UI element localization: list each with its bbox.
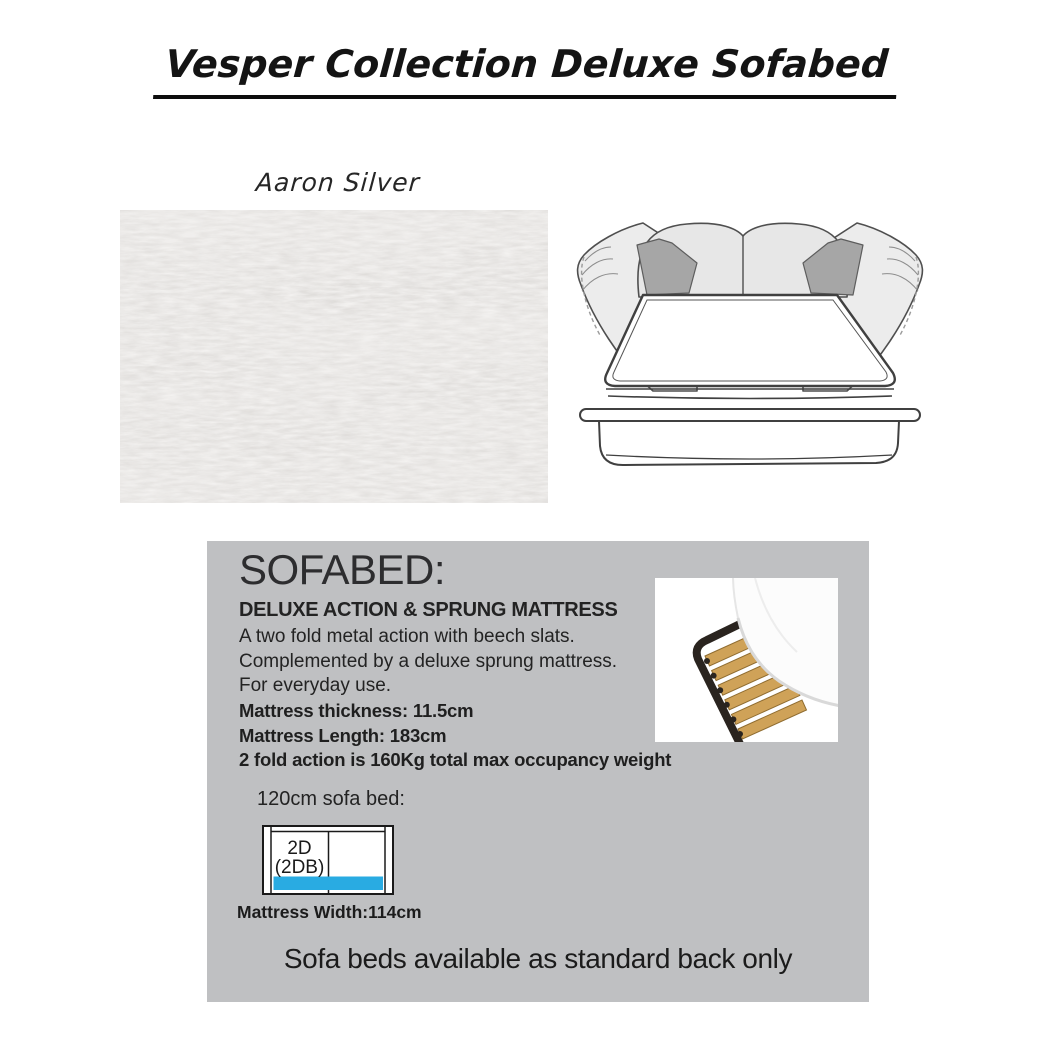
mattress-width-label: Mattress Width:114cm xyxy=(237,902,422,922)
info-panel xyxy=(207,541,869,1002)
mechanism-image xyxy=(655,578,838,742)
mattress-width-bar xyxy=(274,877,384,891)
description-line: Complemented by a deluxe sprung mattress. xyxy=(239,650,618,672)
spec-line: Mattress Length: 183cm xyxy=(239,724,447,746)
footer-note: Sofa beds available as standard back only xyxy=(283,943,793,974)
spec-line: 2 fold action is 160Kg total max occupancy weight xyxy=(239,749,672,770)
sofa-plan-diagram xyxy=(262,825,394,895)
sofabed-line-drawing xyxy=(575,203,925,490)
fabric-swatch-image xyxy=(120,210,548,503)
plan-code-line2: (2DB) xyxy=(274,857,325,878)
spec-line: Mattress thickness: 11.5cm xyxy=(239,700,474,721)
plan-code-line1: 2D xyxy=(287,838,312,859)
page-title-wrap xyxy=(0,42,1053,99)
description-line: For everyday use. xyxy=(239,675,392,696)
sofabed-subheading: DELUXE ACTION & SPRUNG MATTRESS xyxy=(239,599,618,621)
fabric-name: Aaron Silver xyxy=(254,168,422,197)
description-block xyxy=(239,625,617,699)
sofabed-heading: SOFABED: xyxy=(239,546,446,593)
spec-block xyxy=(239,699,671,773)
description-line: A two fold metal action with beech slats. xyxy=(239,626,575,647)
page-title: Vesper Collection Deluxe Sofabed xyxy=(153,42,900,99)
size-label: 120cm sofa bed: xyxy=(257,788,405,810)
